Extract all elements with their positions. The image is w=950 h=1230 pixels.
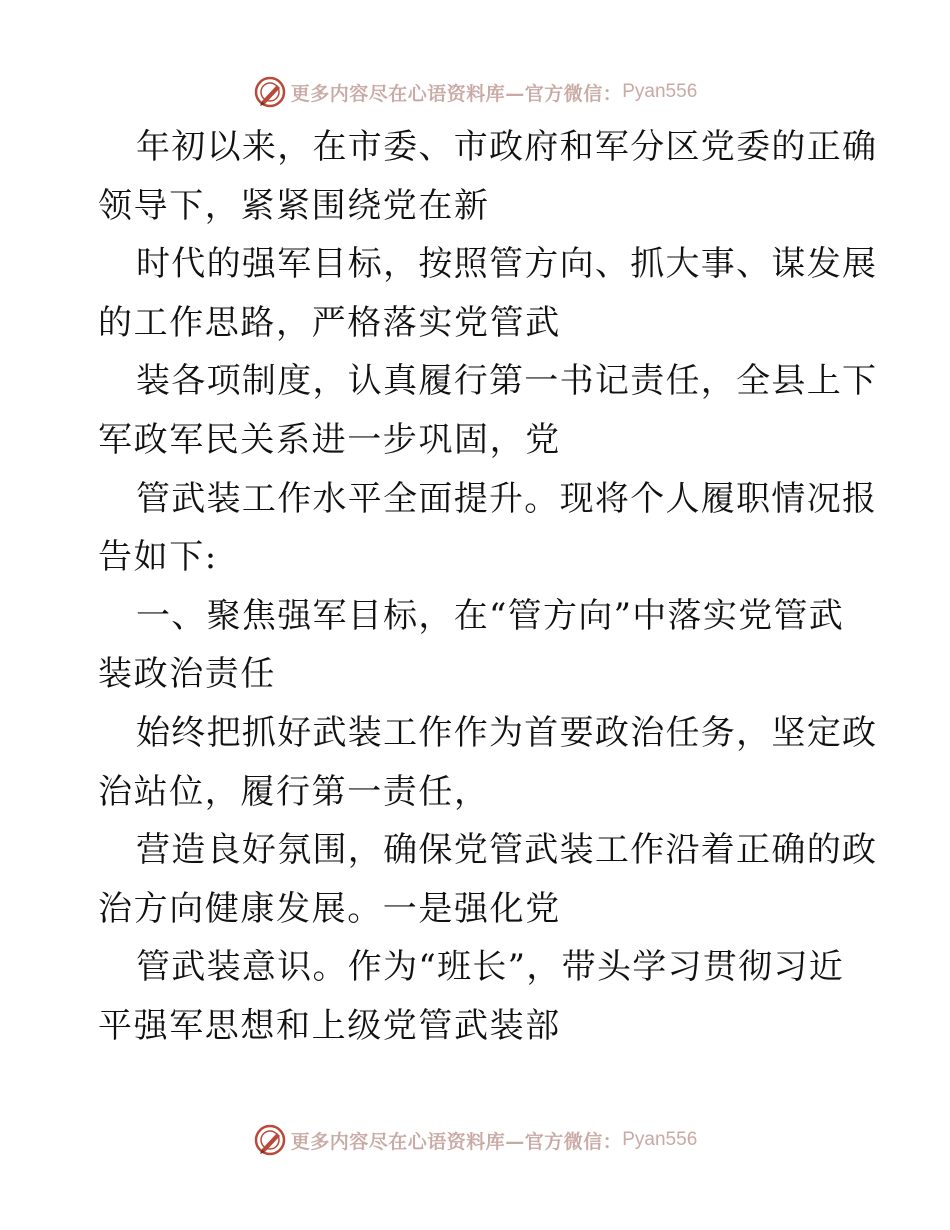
text-line: 管武装工作水平全面提升。现将个人履职情况报 [136,478,878,519]
text-line: 治站位，履行第一责任， [98,771,490,812]
text-line: 治方向健康发展。一是强化党 [98,888,561,929]
text-line: 始终把抓好武装工作作为首要政治任务，坚定政 [136,712,878,753]
red-pen-logo-icon [253,75,287,109]
watermark-text: 更多内容尽在心语资料库—官方微信： [290,82,623,105]
text-line: 营造良好氛围，确保党管武装工作沿着正确的政 [136,830,878,871]
text-line: 军政军民关系进一步巩固，党 [98,419,561,460]
watermark-wechat-id: Pyan556 [622,1129,698,1150]
document-body [98,118,878,1056]
text-line: 装政治责任 [98,654,276,695]
red-pen-logo-icon [253,1123,287,1157]
text-line: 时代的强军目标，按照管方向、抓大事、谋发展 [136,244,878,285]
text-line: 的工作思路，严格落实党管武 [98,302,561,343]
text-line: 年初以来，在市委、市政府和军分区党委的正确 [136,127,878,167]
watermark-text: 更多内容尽在心语资料库—官方微信： [290,1130,623,1153]
text-line: 装各项制度，认真履行第一书记责任，全县上下 [136,361,878,402]
footer-watermark [0,1120,950,1160]
text-line: 一、聚焦强军目标，在“管方向”中落实党管武 [136,595,845,636]
text-line: 领导下，紧紧围绕党在新 [98,185,490,226]
header-watermark [0,72,950,112]
text-line: 告如下: [98,537,218,578]
watermark-wechat-id: Pyan556 [622,81,698,102]
text-line: 管武装意识。作为“班长”，带头学习贯彻习近 [136,947,845,988]
text-line: 平强军思想和上级党管武装部 [98,1005,561,1046]
